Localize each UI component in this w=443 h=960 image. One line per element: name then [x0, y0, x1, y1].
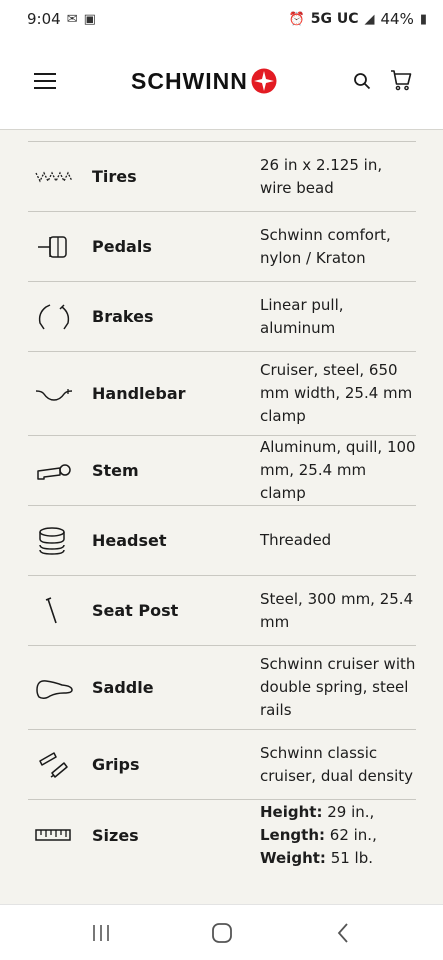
alarm-icon: ⏰: [288, 11, 305, 27]
back-icon[interactable]: [323, 913, 363, 953]
gallery-icon: ▣: [83, 11, 96, 27]
spec-value-sizes: [260, 790, 416, 881]
spec-label: Grips: [92, 755, 140, 774]
signal-icon: ◢: [364, 11, 375, 27]
spec-row-headset: [28, 506, 416, 576]
search-icon[interactable]: [353, 72, 371, 90]
brand-wordmark: SCHWINN: [131, 67, 248, 94]
spec-label: Pedals: [92, 237, 152, 256]
spec-label: Brakes: [92, 307, 154, 326]
gmail-icon: ✉: [66, 11, 78, 27]
saddle-icon: [34, 672, 74, 704]
spec-value: Linear pull, aluminum: [260, 295, 344, 337]
spec-value: Aluminum, quill, 100 mm, 25.4 mm clamp: [260, 438, 416, 502]
height-label: Height:: [260, 802, 323, 821]
ruler-icon: [34, 819, 74, 851]
network-label: 5G UC: [310, 11, 359, 27]
spec-label: Stem: [92, 461, 139, 480]
weight-value: 51 lb.: [330, 848, 374, 867]
weight-label: Weight:: [260, 848, 326, 867]
spec-row-tires: [28, 142, 416, 212]
spec-row-seat-post: [28, 576, 416, 646]
stem-icon: [34, 455, 74, 487]
handlebar-icon: [34, 378, 74, 410]
spec-table: [28, 141, 416, 870]
height-value: 29 in.,: [327, 802, 375, 821]
pedal-icon: [34, 231, 74, 263]
spec-value: Threaded: [260, 531, 332, 549]
spec-label: Handlebar: [92, 384, 186, 403]
spec-label: Tires: [92, 167, 137, 186]
recent-apps-icon[interactable]: [81, 913, 121, 953]
spec-row-handlebar: [28, 352, 416, 436]
site-header: [0, 38, 443, 130]
spec-label: Sizes: [92, 825, 139, 845]
spec-value: Schwinn cruiser with double spring, steel rails: [260, 655, 416, 719]
spec-row-brakes: [28, 282, 416, 352]
status-bar: [0, 0, 443, 38]
spec-value: Cruiser, steel, 650 mm width, 25.4 mm clamp: [260, 361, 413, 425]
spec-value: 26 in x 2.125 in, wire bead: [260, 155, 383, 197]
spec-row-stem: [28, 436, 416, 506]
spec-value: Schwinn classic cruiser, dual density: [260, 743, 413, 785]
brake-icon: [34, 301, 74, 333]
home-icon[interactable]: [202, 913, 242, 953]
brand-logo[interactable]: [131, 66, 277, 96]
spec-row-sizes: [28, 800, 416, 870]
spec-row-pedals: [28, 212, 416, 282]
battery-icon: ▮: [419, 11, 427, 27]
hamburger-icon[interactable]: [34, 73, 56, 89]
battery-percent: 44%: [380, 10, 414, 28]
spec-value: Steel, 300 mm, 25.4 mm: [260, 589, 414, 631]
status-time: 9:04: [27, 10, 61, 28]
cart-icon[interactable]: [390, 68, 412, 92]
tire-tread-icon: [34, 161, 74, 193]
spec-label: Seat Post: [92, 601, 179, 620]
grips-icon: [34, 749, 74, 781]
spec-label: Saddle: [92, 678, 154, 697]
spec-label: Headset: [92, 531, 167, 550]
spec-row-saddle: [28, 646, 416, 730]
system-nav-bar: [0, 904, 443, 960]
length-value: 62 in.,: [329, 825, 377, 844]
seat-post-icon: [34, 595, 74, 627]
spec-value: Schwinn comfort, nylon / Kraton: [260, 225, 391, 267]
length-label: Length:: [260, 825, 325, 844]
schwinn-logo-icon: [251, 68, 277, 94]
headset-icon: [34, 525, 74, 557]
